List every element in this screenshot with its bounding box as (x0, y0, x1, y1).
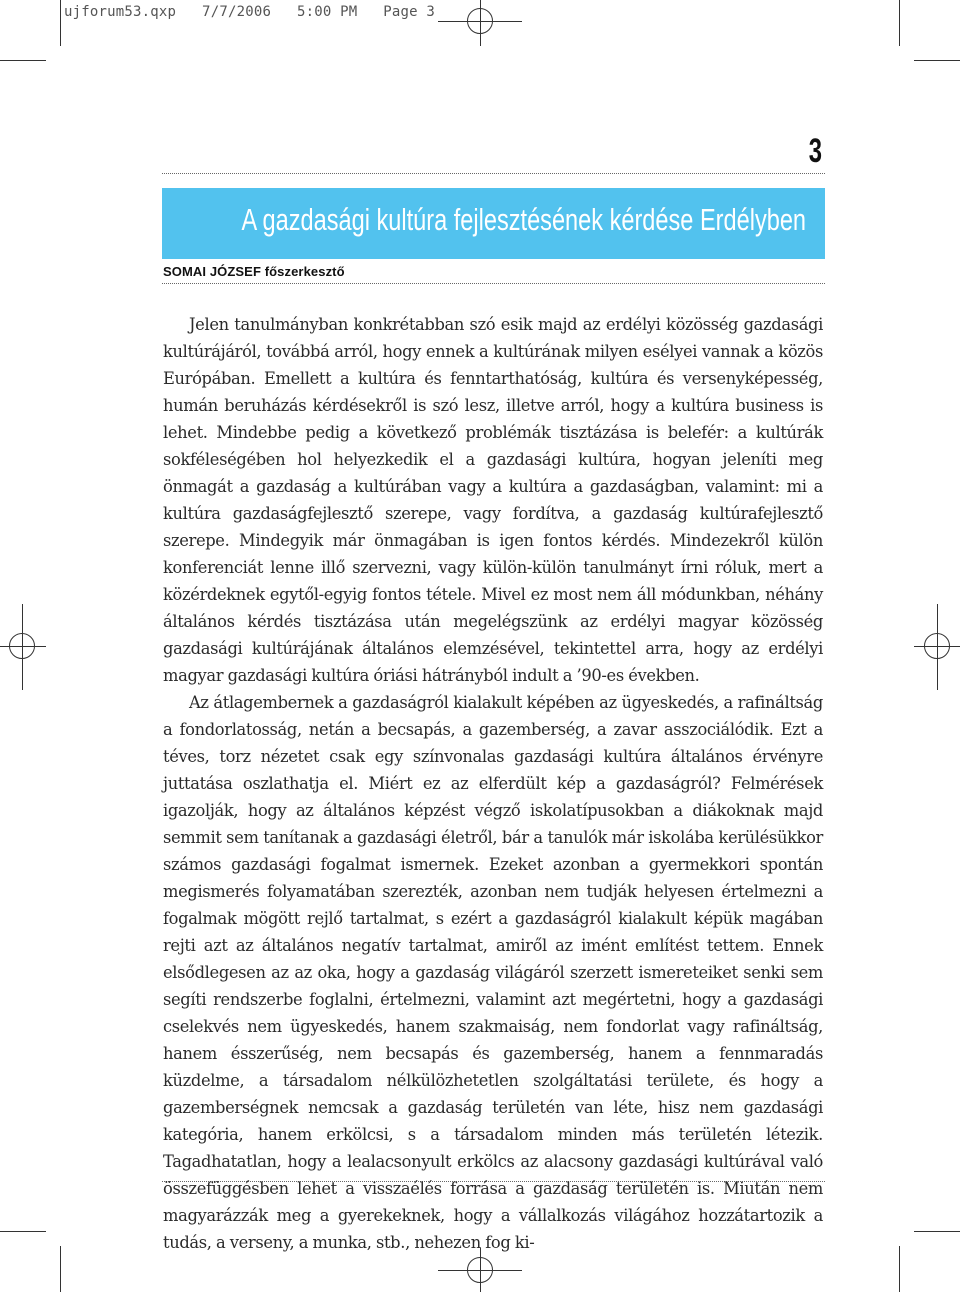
page-number: 3 (808, 132, 822, 170)
crop-mark-top-right-h (914, 60, 960, 61)
paragraph: Jelen tanulmányban konkrétabban szó esik majd az erdélyi közösség gazdasági kultúrájáról, továbbá arról, hogy ennek a kultúrának milyen esélyei vannak a közös Európában. Emellett a kultúra és fenntarthatóság, kultúra és versenyképesség, humán beruházás kérdésekről is szó lesz, illetve arról, hogy a kultúra business is lehet. Mindebbe pedig a következő problémák tisztázása is belefér: a kultúrák sokféleségében hol helyezkedik el a gazdasági kultúra, hogyan jeleníti meg önmagát a gazdaság a kultúrában vagy a kultúra a gazdaságban, valamint: mi a kultúra gazdaságfejlesztő szerepe, vagy fordítva, a gazdaság kultúrafejlesztő szerepe. Mindegyik már önmagában is igen fontos kérdés. Mindezekről külön konferenciát lenne illő szervezni, vagy külön-külön tanulmányt írni róluk, mert a közérdeknek egytől-egyig fontos tétele. Mivel ez most nem áll módunkban, néhány általános kérdés tisztázása után megelégszünk az erdélyi magyar közösség gazdasági kultúrájának általános elemzésével, tekintettel arra, hogy az erdélyi magyar gazdasági kultúra óriási hátrányból indult a ’90-es években. (163, 315, 823, 685)
author-rule (162, 283, 825, 284)
crop-mark-top-left-v (60, 0, 61, 46)
crop-mark-bottom-right-h (914, 1231, 960, 1232)
print-slug: ujforum53.qxp 7/7/2006 5:00 PM Page 3 (64, 4, 436, 20)
article-title: A gazdasági kultúra fejlesztésének kérdése Erdélyben (241, 202, 807, 237)
crop-mark-bottom-right-v (899, 1246, 900, 1292)
article-body (163, 311, 823, 1256)
title-banner (162, 188, 825, 259)
crop-mark-top-left-h (0, 60, 46, 61)
crop-mark-bottom-left-v (60, 1246, 61, 1292)
author-line: SOMAI JÓZSEF főszerkesztő (163, 264, 345, 279)
crop-mark-bottom-left-h (0, 1231, 46, 1232)
paragraph: Az átlagembernek a gazdaságról kialakult képében az ügyeskedés, a rafináltság a fondorlatosság, netán a becsapás, a gazemberség, a zavar asszociálódik. Ezt a téves, torz nézetet csak egy színvonalas gazdasági kultúra általános érvényre juttatása oszlathatja el. Miért ez az elferdült kép a gazdaságról? Felmérések igazolják, hogy az általános képzést végző iskolatípusokban a diákoknak majd semmit sem tanítanak a gazdasági életről, bár a tanulók már iskolába kerülésükkor számos gazdasági fogalmat ismernek. Ezeket azonban a gyermekkori spontán megismerés folyamatában szerezték, azonban nem tudják helyesen értelmezni a fogalmak mögött rejlő tartalmat, s ezért a gazdaságról kialakult képük magában rejti azt az általános negatív tartalmat, amiről az imént említést tettem. Ennek elsődlegesen az az oka, hogy a gazdaság világáról szerzett ismereteiket senki sem segíti rendszerbe foglalni, értelmezni, valamint azt megértetni, hogy a gazdasági cselekvés nem ügyeskedés, hanem szakmaiság, nem fondorlat vagy rafináltság, hanem ésszerűség, nem becsapás és gazemberség, hanem a fennmaradás küzdelme, a társadalom nélkülözhetetlen szolgáltatási területe, és hogy a gazemberségnek nemcsak a gazdaság területén van léte, hisz nem gazdasági kategória, hanem erkölcsi, s a társadalom minden más területén létezik. Tagadhatatlan, hogy a lealacsonyult erkölcs az alacsony gazdasági kultúrával való összefüggésben lehet a visszaélés forrása a gazdaság területén is. Miután nem magyarázzák meg a gyerekeknek, hogy a vállalkozás világához hozzátartozik a tudás, a verseny, a munka, stb., nehezen fog ki- (163, 693, 823, 1252)
crop-mark-top-right-v (899, 0, 900, 46)
header-rule (162, 173, 825, 174)
